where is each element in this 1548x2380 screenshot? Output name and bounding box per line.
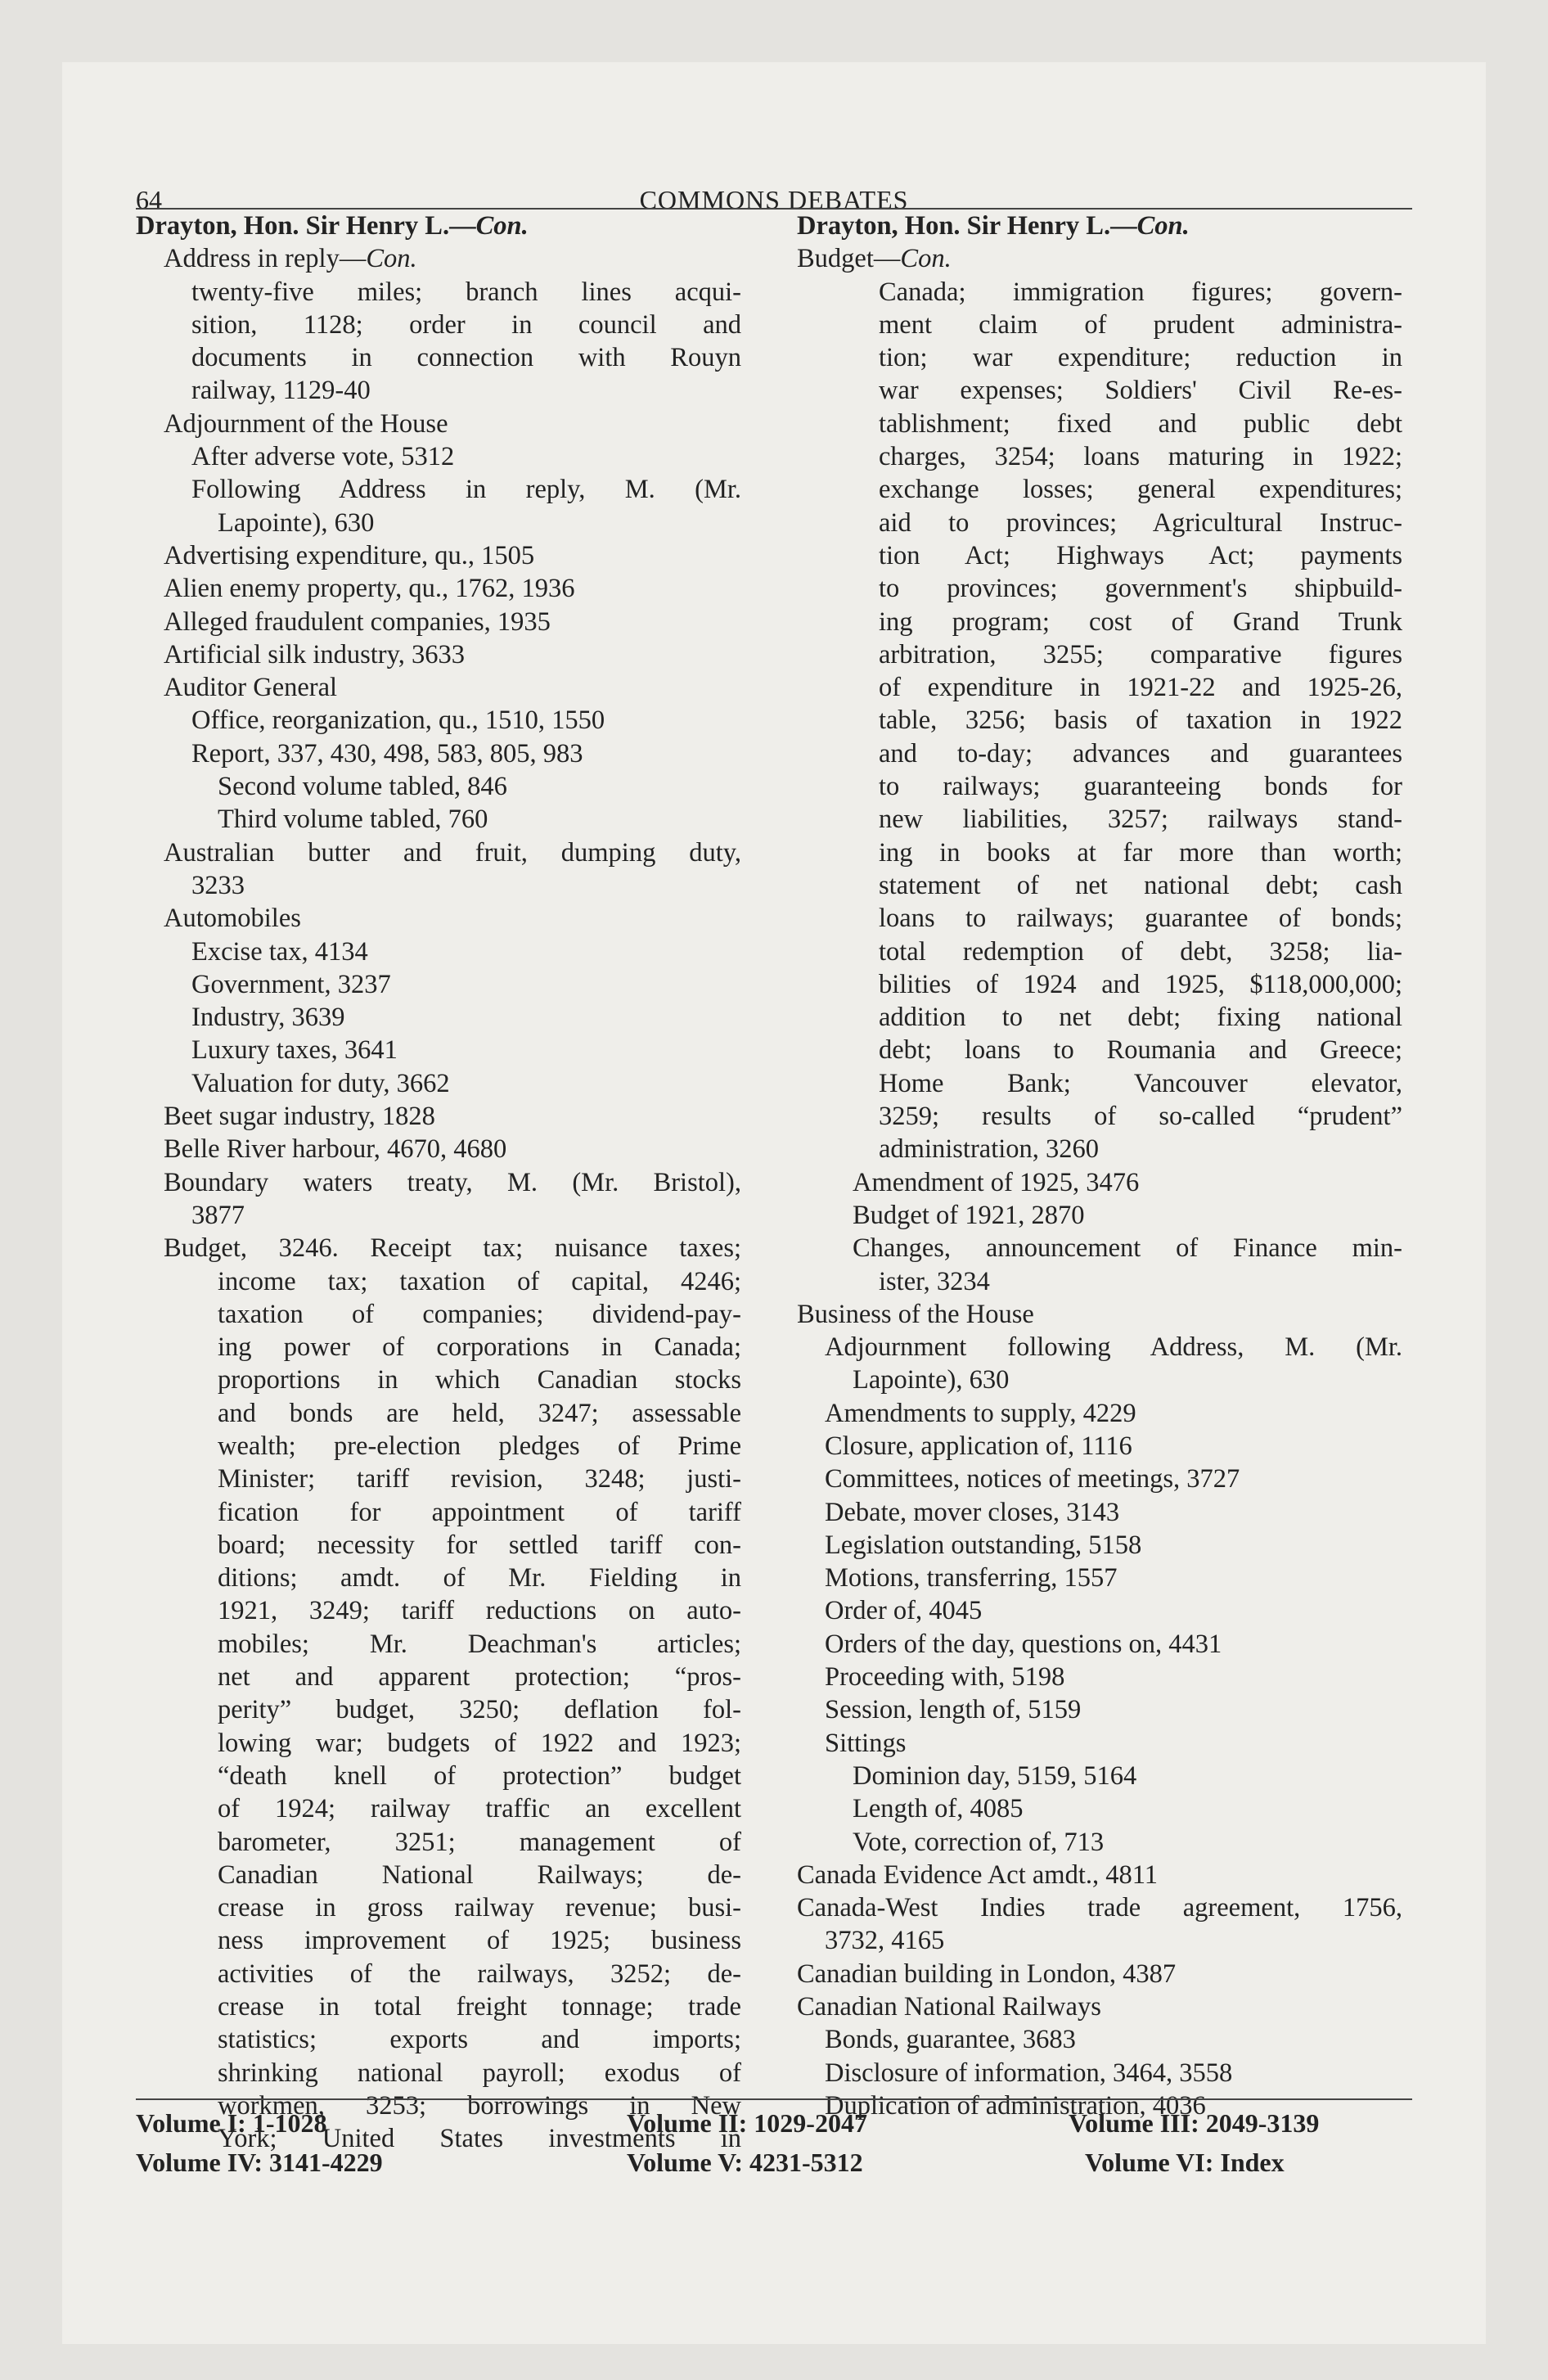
index-line [136, 1727, 741, 1760]
index-line [797, 1265, 1402, 1298]
index-line [136, 2023, 741, 2056]
index-line-text: to railways; guaranteeing bonds for [879, 772, 1402, 802]
index-line-text: crease in gross railway revenue; busi- [218, 1893, 741, 1923]
index-line [136, 1199, 741, 1232]
index-line [136, 1924, 741, 1957]
index-line-text: Sittings [825, 1728, 907, 1758]
index-line [797, 935, 1402, 968]
index-line-text: net and apparent protection; “pros- [218, 1662, 741, 1693]
index-line [136, 1693, 741, 1726]
index-line-text: Business of the House [797, 1299, 1034, 1329]
index-line-text: Legislation outstanding, 5158 [825, 1530, 1142, 1560]
index-line [136, 1496, 741, 1529]
index-line-text: Length of, 4085 [853, 1794, 1024, 1824]
index-line [136, 1265, 741, 1298]
index-line [797, 1298, 1402, 1331]
index-line [797, 1628, 1402, 1661]
index-line [797, 1661, 1402, 1693]
index-line-text: ing in books at far more than worth; [879, 837, 1402, 868]
index-line-text: Changes, announcement of Finance min- [853, 1233, 1402, 1264]
index-line-text: tion; war expenditure; reduction in [879, 343, 1402, 373]
index-line-text: aid to provinces; Agricultural Instruc- [879, 507, 1402, 538]
index-line-italic: Con. [900, 244, 952, 274]
index-line [136, 1397, 741, 1430]
index-line-text: After adverse vote, 5312 [191, 442, 455, 472]
index-line-text: mobiles; Mr. Deachman's articles; [218, 1629, 741, 1659]
index-line-text: Office, reorganization, qu., 1510, 1550 [191, 705, 605, 736]
index-line [797, 1067, 1402, 1100]
index-line-text: Dominion day, 5159, 5164 [853, 1760, 1137, 1791]
index-line-text: Amendment of 1925, 3476 [853, 1167, 1140, 1197]
index-line [797, 1463, 1402, 1495]
index-line-text: York; United States investments in [218, 2124, 741, 2154]
index-line-text: Beet sugar industry, 1828 [164, 1102, 435, 1132]
index-line-text: Minister; tariff revision, 3248; justi- [218, 1464, 741, 1494]
index-line [797, 1792, 1402, 1825]
index-line-text: documents in connection with Rouyn [191, 343, 741, 373]
index-line [797, 1100, 1402, 1133]
index-line-text: statement of net national debt; cash [879, 870, 1402, 900]
index-line-text: Order of, 4045 [825, 1596, 983, 1626]
index-line-text: Government, 3237 [191, 969, 391, 999]
index-line [797, 2023, 1402, 2056]
index-line-text: ness improvement of 1925; business [218, 1926, 741, 1956]
index-line [136, 1364, 741, 1396]
index-line-text: Bonds, guarantee, 3683 [825, 2025, 1076, 2055]
index-line [136, 803, 741, 836]
volume-footer [62, 2108, 1486, 2187]
volume-label: Volume III: 2049-3139 [1069, 2108, 1320, 2138]
index-line-text: 3259; results of so-called “prudent” [879, 1102, 1402, 1132]
index-line-text: to provinces; government's shipbuild- [879, 574, 1402, 604]
index-line [136, 1891, 741, 1924]
index-line [797, 242, 1402, 275]
index-line-text: workmen, 3253; borrowings in New [218, 2090, 741, 2121]
volume-row-1 [62, 2108, 1486, 2148]
index-line [136, 1034, 741, 1066]
index-line-text: Valuation for duty, 3662 [191, 1068, 450, 1098]
index-line [797, 638, 1402, 671]
index-line-text: Proceeding with, 5198 [825, 1662, 1065, 1693]
index-line-text: exchange losses; general expenditures; [879, 475, 1402, 505]
index-line [797, 1859, 1402, 1891]
volume-label: Volume VI: Index [1085, 2148, 1285, 2177]
index-line-text: Excise tax, 4134 [191, 936, 368, 967]
index-line-text: total redemption of debt, 3258; lia- [879, 936, 1402, 967]
index-line [136, 869, 741, 902]
index-line-italic: Con. [1136, 211, 1190, 241]
index-line [136, 836, 741, 869]
index-line-text: fication for appointment of tariff [218, 1497, 741, 1527]
left-column [136, 210, 741, 2156]
index-line [797, 1958, 1402, 1990]
index-line-text: barometer, 3251; management of [218, 1827, 741, 1857]
index-line-text: Drayton, Hon. Sir Henry L.— [797, 211, 1137, 241]
index-line [797, 1990, 1402, 2023]
index-line-text: Canada Evidence Act amdt., 4811 [797, 1859, 1159, 1890]
index-line [136, 440, 741, 473]
index-line-text: crease in total freight tonnage; trade [218, 1992, 741, 2022]
index-line-text: Session, length of, 5159 [825, 1695, 1082, 1725]
index-line [797, 572, 1402, 605]
index-line-text: Alleged fraudulent companies, 1935 [164, 606, 551, 637]
index-line [797, 507, 1402, 539]
index-line [797, 1133, 1402, 1165]
index-line-text: lowing war; budgets of 1922 and 1923; [218, 1728, 741, 1758]
index-line-text: twenty-five miles; branch lines acqui- [191, 277, 741, 307]
index-line-text: sition, 1128; order in council and [191, 309, 741, 340]
index-line [797, 1331, 1402, 1364]
index-line [136, 374, 741, 407]
index-line-text: proportions in which Canadian stocks [218, 1365, 741, 1395]
index-line-text: ment claim of prudent administra- [879, 309, 1402, 340]
index-line [136, 1001, 741, 1034]
index-line-text: tion Act; Highways Act; payments [879, 540, 1402, 570]
index-line-text: board; necessity for settled tariff con- [218, 1530, 741, 1560]
index-line [797, 737, 1402, 770]
index-line [136, 1826, 741, 1859]
index-line-text: debt; loans to Roumania and Greece; [879, 1035, 1402, 1066]
index-line [797, 770, 1402, 803]
index-line [797, 1001, 1402, 1034]
index-line-text: Canadian National Railways; de- [218, 1859, 741, 1890]
index-line [797, 968, 1402, 1001]
index-line-text: wealth; pre-election pledges of Prime [218, 1431, 741, 1461]
index-line [136, 1430, 741, 1463]
index-line-text: new liabilities, 3257; railways stand- [879, 805, 1402, 835]
index-line [797, 309, 1402, 341]
page-title: COMMONS DEBATES [639, 185, 909, 214]
index-line [797, 1364, 1402, 1396]
index-line-text: income tax; taxation of capital, 4246; [218, 1266, 741, 1296]
index-line-text: Industry, 3639 [191, 1003, 345, 1033]
index-line [797, 1430, 1402, 1463]
index-line-text: Address in reply— [164, 244, 367, 274]
index-line-text: ing power of corporations in Canada; [218, 1332, 741, 1363]
index-line-text: ing program; cost of Grand Trunk [879, 606, 1402, 637]
index-line [797, 473, 1402, 506]
volume-label: Volume II: 1029-2047 [627, 2108, 867, 2138]
index-line [136, 1958, 741, 1990]
index-line-text: Amendments to supply, 4229 [825, 1398, 1136, 1428]
index-line-text: Duplication of administration, 4036 [825, 2090, 1206, 2121]
index-line-text: Drayton, Hon. Sir Henry L.— [136, 211, 476, 241]
index-line-text: Budget— [797, 244, 901, 274]
index-line [136, 1792, 741, 1825]
index-line-text: addition to net debt; fixing national [879, 1003, 1402, 1033]
index-line-text: tablishment; fixed and public debt [879, 408, 1402, 439]
index-line [797, 1199, 1402, 1232]
index-line [136, 539, 741, 572]
index-line-text: statistics; exports and imports; [218, 2025, 741, 2055]
index-line [797, 1693, 1402, 1726]
footer-rule [136, 2098, 1412, 2100]
index-line-text: Adjournment of the House [164, 408, 448, 439]
index-line-text: ister, 3234 [879, 1266, 990, 1296]
index-line [797, 1760, 1402, 1792]
volume-row-2 [62, 2148, 1486, 2187]
index-line-text: Auditor General [164, 673, 338, 703]
index-line [136, 473, 741, 506]
index-line [797, 1562, 1402, 1594]
index-line-text: Orders of the day, questions on, 4431 [825, 1629, 1222, 1659]
index-line [797, 341, 1402, 374]
index-line [136, 1166, 741, 1199]
index-line-text: table, 3256; basis of taxation in 1922 [879, 705, 1402, 736]
index-line [797, 1529, 1402, 1562]
index-line-text: Third volume tabled, 760 [218, 805, 488, 835]
index-line [797, 1397, 1402, 1430]
index-line-text: Closure, application of, 1116 [825, 1431, 1132, 1461]
index-line [797, 210, 1402, 242]
volume-label: Volume V: 4231-5312 [627, 2148, 863, 2177]
index-line [797, 1232, 1402, 1264]
index-line-text: war expenses; Soldiers' Civil Re-es- [879, 376, 1402, 406]
index-line [797, 803, 1402, 836]
index-line-text: Australian butter and fruit, dumping duty, [164, 837, 741, 868]
index-line-text: Disclosure of information, 3464, 3558 [825, 2058, 1233, 2088]
index-line [797, 1034, 1402, 1066]
index-line [136, 507, 741, 539]
index-line [136, 737, 741, 770]
index-line-text: Artificial silk industry, 3633 [164, 639, 465, 669]
index-line [797, 1891, 1402, 1924]
index-line [136, 1067, 741, 1100]
index-line [797, 671, 1402, 704]
index-line-text: perity” budget, 3250; deflation fol- [218, 1695, 741, 1725]
index-line-text: bilities of 1924 and 1925, $118,000,000; [879, 969, 1402, 999]
index-line [797, 374, 1402, 407]
index-line [136, 1562, 741, 1594]
index-line [136, 638, 741, 671]
index-line-text: ditions; amdt. of Mr. Fielding in [218, 1563, 741, 1593]
index-line [797, 1727, 1402, 1760]
index-line [136, 341, 741, 374]
index-line [136, 1529, 741, 1562]
index-line-text: arbitration, 3255; comparative figures [879, 639, 1402, 669]
index-line [797, 836, 1402, 869]
index-line-text: Following Address in reply, M. (Mr. [191, 475, 741, 505]
page-header [62, 119, 1486, 214]
index-line-text: of 1924; railway traffic an excellent [218, 1794, 741, 1824]
index-line [797, 606, 1402, 638]
index-line-text: Budget, 3246. Receipt tax; nuisance taxes; [164, 1233, 741, 1264]
index-line [797, 1166, 1402, 1199]
index-line [797, 539, 1402, 572]
index-line [797, 1924, 1402, 1957]
index-line [136, 309, 741, 341]
index-line-text: Belle River harbour, 4670, 4680 [164, 1134, 507, 1165]
index-line [136, 1100, 741, 1133]
index-line [136, 572, 741, 605]
index-line-text: Advertising expenditure, qu., 1505 [164, 540, 535, 570]
index-line [797, 869, 1402, 902]
index-line [136, 1628, 741, 1661]
index-line-text: Lapointe), 630 [218, 507, 375, 538]
index-line-italic: Con. [475, 211, 529, 241]
index-line [136, 1760, 741, 1792]
index-line-text: shrinking national payroll; exodus of [218, 2058, 741, 2088]
index-line-text: Committees, notices of meetings, 3727 [825, 1464, 1240, 1494]
index-line-text: Report, 337, 430, 498, 583, 805, 983 [191, 738, 583, 769]
index-line [136, 242, 741, 275]
index-line [136, 606, 741, 638]
index-line-text: administration, 3260 [879, 1134, 1099, 1165]
index-line [136, 1859, 741, 1891]
index-line-italic: Con. [366, 244, 417, 274]
index-line [136, 902, 741, 935]
index-line [136, 210, 741, 242]
index-line [136, 1133, 741, 1165]
index-line-text: Debate, mover closes, 3143 [825, 1497, 1120, 1527]
index-line [797, 1826, 1402, 1859]
index-line [136, 1594, 741, 1627]
index-line-text: railway, 1129-40 [191, 376, 371, 406]
index-line [136, 408, 741, 440]
index-line-text: and bonds are held, 3247; assessable [218, 1398, 741, 1428]
index-line [136, 1990, 741, 2023]
index-line-text: Canada-West Indies trade agreement, 1756, [797, 1893, 1402, 1923]
index-line-text: 3877 [191, 1200, 245, 1230]
index-line [797, 1594, 1402, 1627]
index-line [136, 276, 741, 309]
index-line [797, 902, 1402, 935]
right-column [797, 210, 1402, 2122]
index-line [136, 935, 741, 968]
index-line [136, 1232, 741, 1264]
index-line-text: Vote, correction of, 713 [853, 1827, 1105, 1857]
index-line-text: charges, 3254; loans maturing in 1922; [879, 442, 1402, 472]
index-line [136, 968, 741, 1001]
index-line-text: taxation of companies; dividend-pay- [218, 1299, 741, 1329]
index-line-text: “death knell of protection” budget [218, 1760, 741, 1791]
index-line [136, 1331, 741, 1364]
page [62, 62, 1486, 2344]
index-line-text: and to-day; advances and guarantees [879, 738, 1402, 769]
index-line-text: Second volume tabled, 846 [218, 772, 507, 802]
index-line-text: Canadian National Railways [797, 1992, 1101, 2022]
index-line-text: 3233 [191, 870, 245, 900]
index-line-text: Automobiles [164, 904, 301, 934]
index-line-text: activities of the railways, 3252; de- [218, 1959, 741, 1989]
index-line [136, 1661, 741, 1693]
index-line [797, 408, 1402, 440]
index-line [136, 704, 741, 737]
volume-label: Volume I: 1-1028 [136, 2108, 327, 2138]
index-line-text: Canadian building in London, 4387 [797, 1959, 1177, 1989]
index-line [136, 770, 741, 803]
volume-label: Volume IV: 3141-4229 [136, 2148, 383, 2177]
index-line-text: 1921, 3249; tariff reductions on auto- [218, 1596, 741, 1626]
index-line-text: Luxury taxes, 3641 [191, 1035, 398, 1066]
index-line-text: Home Bank; Vancouver elevator, [879, 1068, 1402, 1098]
index-line [136, 1298, 741, 1331]
index-line [136, 671, 741, 704]
index-line [797, 276, 1402, 309]
index-line-text: of expenditure in 1921-22 and 1925-26, [879, 673, 1402, 703]
index-line-text: Budget of 1921, 2870 [853, 1200, 1085, 1230]
index-line-text: Lapointe), 630 [853, 1365, 1010, 1395]
index-line-text: Adjournment following Address, M. (Mr. [825, 1332, 1402, 1363]
index-line [797, 1496, 1402, 1529]
index-line [136, 1463, 741, 1495]
index-line [136, 2057, 741, 2089]
index-line-text: Alien enemy property, qu., 1762, 1936 [164, 574, 575, 604]
index-line-text: Motions, transferring, 1557 [825, 1563, 1118, 1593]
page-number: 64 [136, 185, 162, 214]
index-line-text: loans to railways; guarantee of bonds; [879, 904, 1402, 934]
index-line [797, 2057, 1402, 2089]
index-line [797, 704, 1402, 737]
index-line [797, 440, 1402, 473]
index-line-text: Canada; immigration figures; govern- [879, 277, 1402, 307]
index-line-text: 3732, 4165 [825, 1926, 945, 1956]
index-line-text: Boundary waters treaty, M. (Mr. Bristol), [164, 1167, 741, 1197]
